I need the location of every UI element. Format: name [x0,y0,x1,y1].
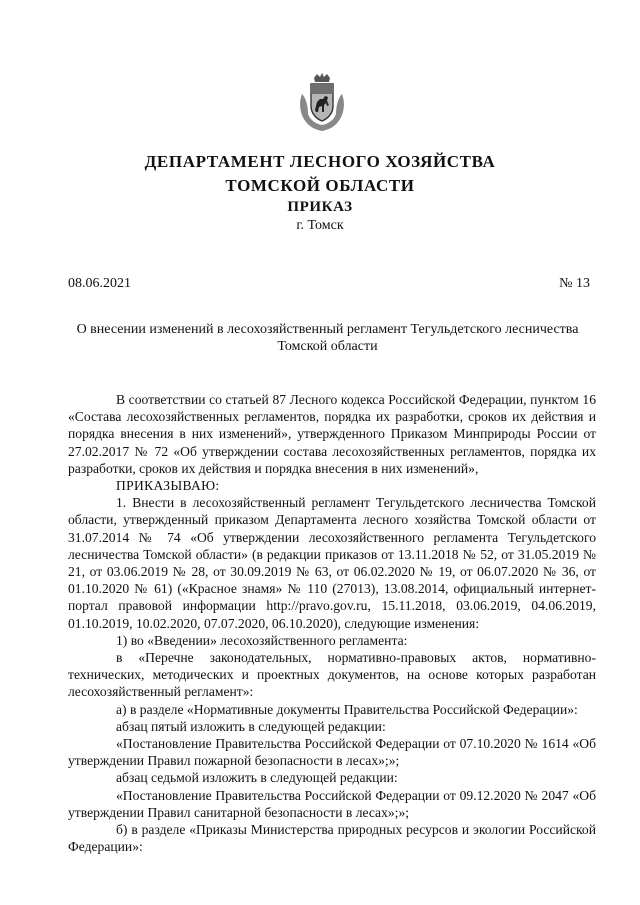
body-paragraph: 1) во «Введении» лесохозяйственного регламента: [116,632,408,648]
body-paragraph: в «Перечне законодательных, нормативно-правовых актов, нормативно-технических, методических и проектных документов, на основе которых разработан лесохозяйственный регламент»: [68,650,596,700]
coat-of-arms-emblem [296,72,348,132]
body-paragraph: абзац седьмой изложить в следующей редакции: [116,770,398,786]
document-number: № 13 [559,276,590,291]
city-label: г. Томск [296,218,344,233]
document-date: 08.06.2021 [68,276,131,291]
body-paragraph: 1. Внести в лесохозяйственный регламент Тегульдетского лесничества Томской области, утвержденный приказом Департамента лесного хозяйства Томской области от 31.07.2014 № 74 «Об утверждении лесохозяйственного регламента Тегульдетского лесничества Томской области» (в редакции приказов от 13.11.2018 № 52, от 31.05.2019 № 21, от 03.06.2019 № 28, от 30.09.2019 № 63, от 06.02.2020 № 19, от 06.07.2020 № 36, от 01.10.2020 № 61) («Красное знамя» № 110 (27013), 13.08.2014, официальный интернет-портал правовой информации http://pravo.gov.ru, 15.11.2018, 03.06.2019, 04.06.2019, 01.10.2019, 10.02.2020, 07.07.2020, 06.10.2020), следующие изменения: [68,495,596,631]
document-subject: О внесении изменений в лесохозяйственный регламент Тегульдетского лесничества Томской области [76,322,579,354]
document-body [68,391,596,855]
body-paragraph: а) в разделе «Нормативные документы Правительства Российской Федерации»: [116,701,578,717]
order-word: ПРИКАЗЫВАЮ: [116,478,220,494]
department-title: ДЕПАРТАМЕНТ ЛЕСНОГО ХОЗЯЙСТВА [144,152,496,171]
document-type: ПРИКАЗ [287,199,353,215]
body-paragraph: абзац пятый изложить в следующей редакции: [116,718,386,734]
body-paragraph: «Постановление Правительства Российской Федерации от 09.12.2020 № 2047 «Об утверждении Правил санитарной безопасности в лесах»;»; [68,787,596,820]
body-paragraph: В соответствии со статьей 87 Лесного кодекса Российской Федерации, пунктом 16 «Состава лесохозяйственных регламентов, порядка их разработки, сроков их действия и порядка внесения в них изменений», утвержденного Приказом Минприроды России от 27.02.2017 № 72 «Об утверждении состава лесохозяйственных регламентов, порядка их разработки, сроков их действия и порядка внесения в них изменений», [68,392,596,476]
body-paragraph: «Постановление Правительства Российской Федерации от 07.10.2020 № 1614 «Об утверждении Правил пожарной безопасности в лесах»;»; [68,736,596,769]
body-paragraph: б) в разделе «Приказы Министерства природных ресурсов и экологии Российской Федерации»: [68,822,596,855]
region-title: ТОМСКОЙ ОБЛАСТИ [225,176,415,195]
